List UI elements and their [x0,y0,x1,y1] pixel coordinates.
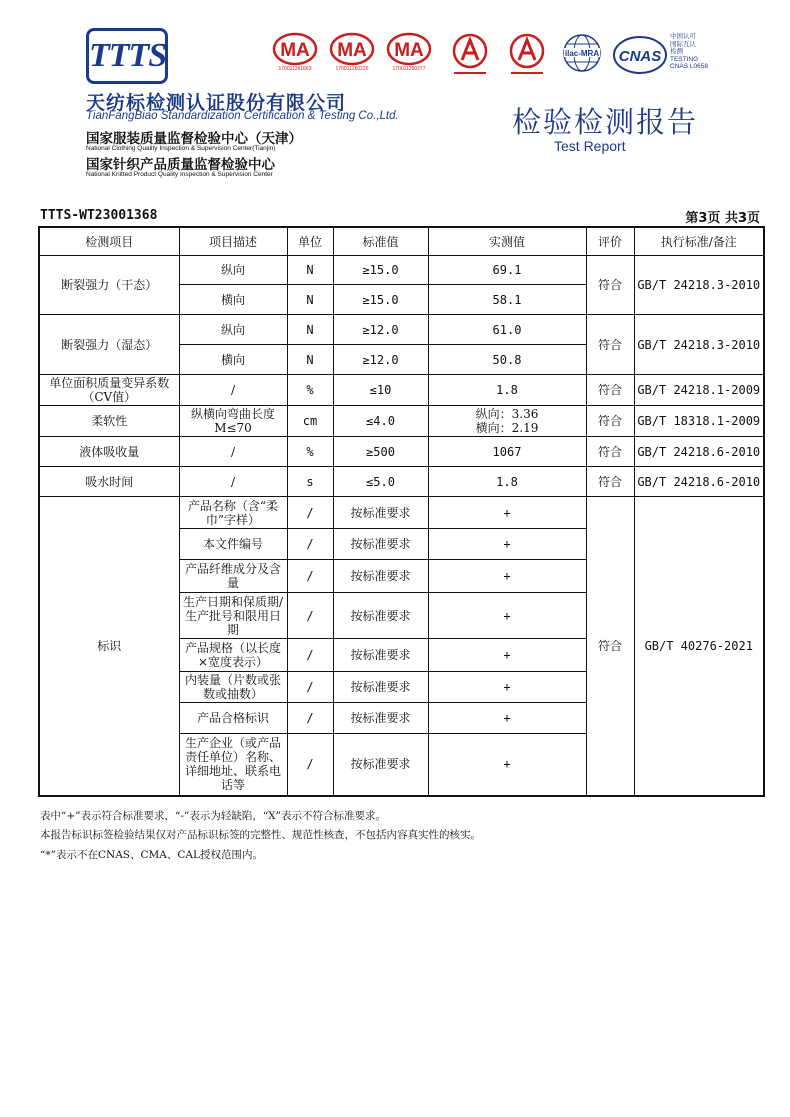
cnas-logo-icon [612,32,668,78]
ttts-logo: TTTS [86,28,168,84]
desc-cell: 纵横向弯曲长度M≤70 [179,406,287,437]
clothing-center-cn: 国家服装质量监督检验中心（天津） [86,131,302,147]
unit-cell: N [287,285,333,315]
measured-cell: 69.1 [428,256,586,285]
std-cell: 按标准要求 [333,672,428,703]
cal-mark-1 [448,32,492,78]
svg-text:MA: MA [337,40,367,61]
unit-cell: % [287,437,333,467]
report-id: TTTS-WT23001368 [40,208,158,223]
table-row [39,375,764,406]
header-cell: 评价 [586,227,634,256]
std-cell: 按标准要求 [333,703,428,734]
unit-cell: / [287,672,333,703]
desc-cell: 产品名称（含“柔巾”字样） [179,497,287,529]
note-line: 本报告标识标签检验结果仅对产品标识标签的完整性、规范性核查，不包括内容真实性的核实。 [40,829,481,841]
desc-cell: 横向 [179,345,287,375]
test-results-table [38,226,765,797]
unit-cell: / [287,639,333,672]
unit-cell: N [287,345,333,375]
svg-text:MA: MA [394,40,424,61]
std-cell: ≤5.0 [333,467,428,497]
table-header-row [39,227,764,256]
cal-mark-2 [505,32,549,78]
standard-cell: GB/T 24218.3-2010 [634,256,764,315]
table-row [39,315,764,345]
standard-cell: GB/T 24218.6-2010 [634,437,764,467]
std-cell: ≥12.0 [333,345,428,375]
result-cell: 符合 [586,437,634,467]
cnas-mark [612,32,668,78]
measured-cell: + [428,703,586,734]
header-cell: 检测项目 [39,227,179,256]
table-row [39,437,764,467]
header-cell: 执行标准/备注 [634,227,764,256]
cma-mark-1 [272,32,318,78]
measured-cell: + [428,497,586,529]
ilac-mra-mark [560,32,604,78]
result-cell: 符合 [586,406,634,437]
measured-cell: + [428,560,586,593]
report-title-en: Test Report [554,138,626,154]
result-cell: 符合 [586,375,634,406]
table-row [39,406,764,437]
header-cell: 项目描述 [179,227,287,256]
measured-cell: 1.8 [428,467,586,497]
knitted-center-en: National Knitted Product Quality Inspection & Supervision Center [86,171,273,178]
desc-cell: 生产企业（或产品责任单位）名称、详细地址、联系电话等 [179,734,287,796]
desc-cell: / [179,437,287,467]
item-cell: 柔软性 [39,406,179,437]
cma-number-3: 170011260277 [392,66,426,72]
table-row [39,256,764,285]
desc-cell: 内装量（片数或张数或抽数） [179,672,287,703]
page-info: 第3页 共3页 [685,211,760,226]
desc-cell: / [179,375,287,406]
std-cell: ≥15.0 [333,285,428,315]
desc-cell: 纵向 [179,315,287,345]
item-cell: 断裂强力（干态） [39,256,179,315]
table-row [39,497,764,529]
measured-line: 横向：2.19 [475,421,539,435]
unit-cell: / [287,703,333,734]
measured-cell: 1067 [428,437,586,467]
cma-mark-3 [386,32,432,78]
std-cell: 按标准要求 [333,639,428,672]
cma-icon [329,32,375,66]
desc-cell: 产品合格标识 [179,703,287,734]
svg-text:MA: MA [280,40,310,61]
std-cell: ≤10 [333,375,428,406]
measured-cell: 1.8 [428,375,586,406]
measured-cell: + [428,672,586,703]
cnas-side-text: 中国认可 国际互认 检测 TESTING CNAS L0658 [670,33,708,70]
desc-cell: 横向 [179,285,287,315]
desc-cell: 纵向 [179,256,287,285]
standard-cell: GB/T 24218.1-2009 [634,375,764,406]
standard-cell: GB/T 18318.1-2009 [634,406,764,437]
desc-cell: 产品规格（以长度×宽度表示） [179,639,287,672]
company-name-cn: 天纺标检测认证股份有限公司 [86,92,347,114]
measured-cell: 61.0 [428,315,586,345]
cma-icon [386,32,432,66]
item-cell: 断裂强力（湿态） [39,315,179,375]
measured-cell: + [428,639,586,672]
std-cell: ≥500 [333,437,428,467]
svg-text:CNAS: CNAS [618,48,662,65]
header-cell: 标准值 [333,227,428,256]
measured-cell: + [428,529,586,560]
measured-cell: 50.8 [428,345,586,375]
result-cell: 符合 [586,315,634,375]
item-cell: 液体吸收量 [39,437,179,467]
measured-cell: + [428,593,586,639]
unit-cell: cm [287,406,333,437]
note-line: “*”表示不在CNAS、CMA、CAL授权范围内。 [40,849,263,861]
report-title-cn: 检验检测报告 [512,105,699,139]
item-cell: 标识 [39,497,179,796]
std-cell: 按标准要求 [333,734,428,796]
cal-icon [505,32,549,78]
unit-cell: N [287,315,333,345]
std-cell: 按标准要求 [333,560,428,593]
desc-cell: 产品纤维成分及含量 [179,560,287,593]
unit-cell: / [287,529,333,560]
std-cell: 按标准要求 [333,497,428,529]
unit-cell: / [287,734,333,796]
desc-cell: 本文件编号 [179,529,287,560]
cma-mark-2 [329,32,375,78]
std-cell: ≥15.0 [333,256,428,285]
result-cell: 符合 [586,256,634,315]
measured-cell [428,406,586,437]
table-row [39,467,764,497]
standard-cell: GB/T 40276-2021 [634,497,764,796]
header-cell: 实测值 [428,227,586,256]
header-cell: 单位 [287,227,333,256]
unit-cell: % [287,375,333,406]
company-name-en: TianFangBiao Standardization Certification & Testing Co.,Ltd. [86,110,399,122]
cma-number-2: 170011260226 [335,66,369,72]
unit-cell: / [287,593,333,639]
unit-cell: s [287,467,333,497]
desc-cell: 生产日期和保质期/生产批号和限用日期 [179,593,287,639]
result-cell: 符合 [586,467,634,497]
std-cell: ≥12.0 [333,315,428,345]
note-line: 表中“+”表示符合标准要求，“-”表示为轻缺陷，“X”表示不符合标准要求。 [40,810,387,822]
unit-cell: / [287,560,333,593]
standard-cell: GB/T 24218.6-2010 [634,467,764,497]
knitted-center-cn: 国家针织产品质量监督检验中心 [86,157,275,173]
item-cell: 吸水时间 [39,467,179,497]
clothing-center-en: National Clothing Quality Inspection & Supervision Center(Tianjin) [86,145,276,152]
item-cell: 单位面积质量变异系数（CV值） [39,375,179,406]
result-cell: 符合 [586,497,634,796]
cal-icon [448,32,492,78]
ilac-globe-icon [560,32,604,78]
unit-cell: N [287,256,333,285]
measured-line: 纵向：3.36 [475,407,539,421]
desc-cell: / [179,467,287,497]
standard-cell: GB/T 24218.3-2010 [634,315,764,375]
std-cell: 按标准要求 [333,529,428,560]
cma-icon [272,32,318,66]
measured-cell: 58.1 [428,285,586,315]
std-cell: 按标准要求 [333,593,428,639]
measured-cell: + [428,734,586,796]
unit-cell: / [287,497,333,529]
std-cell: ≤4.0 [333,406,428,437]
svg-text:ilac-MRA: ilac-MRA [564,49,600,58]
cma-number-1: 170011261663 [278,66,312,72]
